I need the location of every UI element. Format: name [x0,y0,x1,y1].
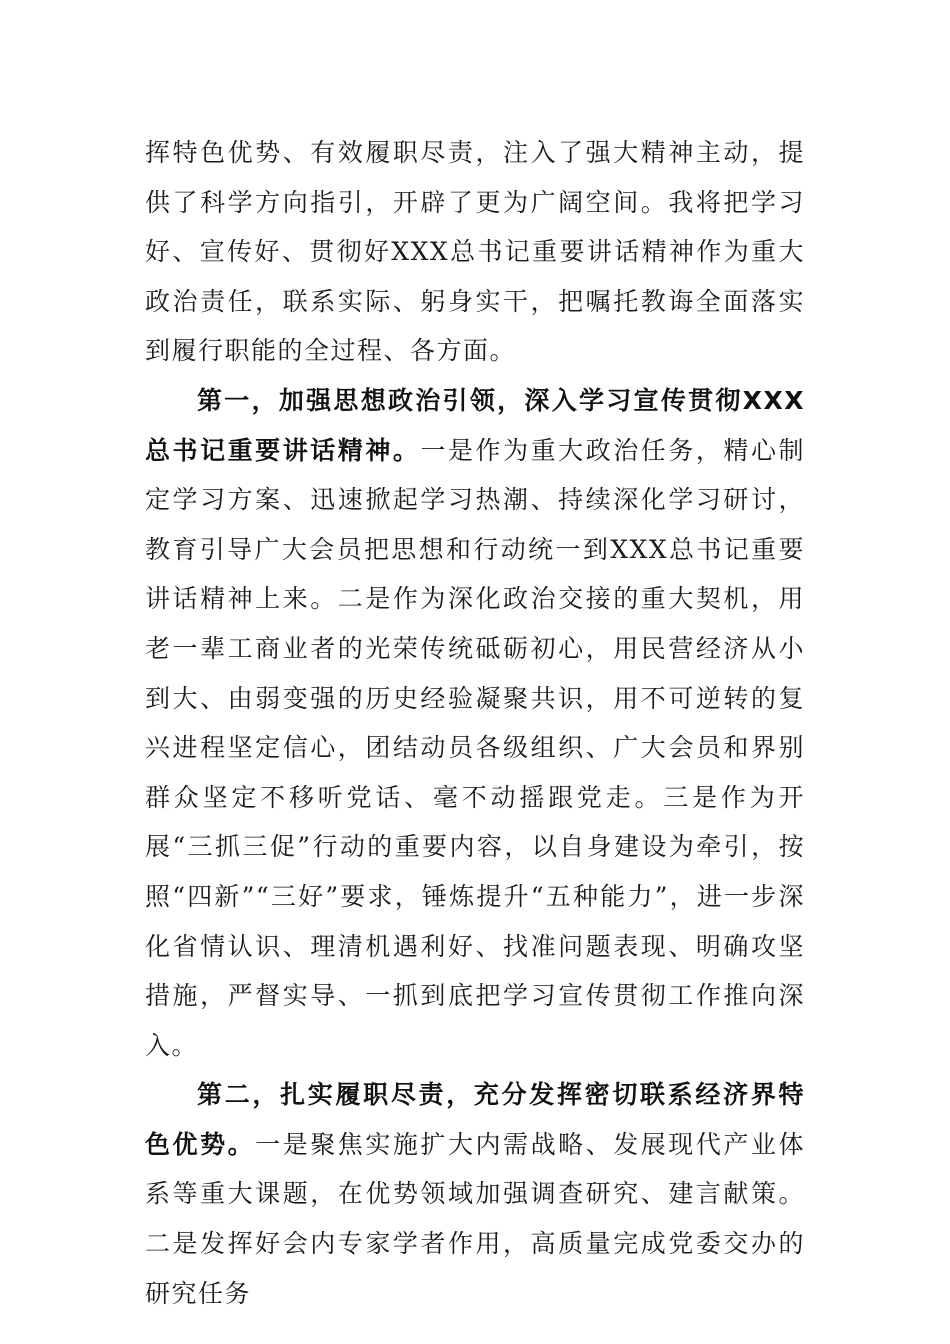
paragraph-heading-second: 第二，扎实履职尽责，充分发挥密切联系经济界特色优势。 [145,1080,805,1159]
paragraph-intro-continuation [145,128,805,376]
paragraph-text: 挥特色优势、有效履职尽责，注入了强大精神主动，提供了科学方向指引，开辟了更为广阔空间。我将把学习好、宣传好、贯彻好XXX总书记重要讲话精神作为重大政治责任，联系实际、躬身实干，把嘱托教诲全面落实到履行职能的全过程、各方面。 [145,138,805,366]
paragraph-first-point [145,376,805,1070]
document-body [145,128,805,1318]
paragraph-second-point [145,1070,805,1318]
paragraph-text: 一是聚焦实施扩大内需战略、发展现代产业体系等重大课题，在优势领域加强调查研究、建言献策。二是发挥好会内专家学者作用，高质量完成党委交办的研究任务 [145,1129,805,1308]
paragraph-heading-first: 第一，加强思想政治引领，深入学习宣传贯彻XXX总书记重要讲话精神。 [145,385,805,465]
paragraph-text: 一是作为重大政治任务，精心制定学习方案、迅速掀起学习热潮、持续深化学习研讨，教育引导广大会员把思想和行动统一到XXX总书记重要讲话精神上来。二是作为深化政治交接的重大契机，用老一辈工商业者的光荣传统砥砺初心，用民营经济从小到大、由弱变强的历史经验凝聚共识，用不可逆转的复兴进程坚定信心，团结动员各级组织、广大会员和界别群众坚定不移听党话、毫不动摇跟党走。三是作为开展“三抓三促”行动的重要内容，以自身建设为牵引，按照“四新”“三好”要求，锤炼提升“五种能力”，进一步深化省情认识、理清机遇利好、找准问题表现、明确攻坚措施，严督实导、一抓到底把学习宣传贯彻工作推向深入。 [145,435,805,1060]
